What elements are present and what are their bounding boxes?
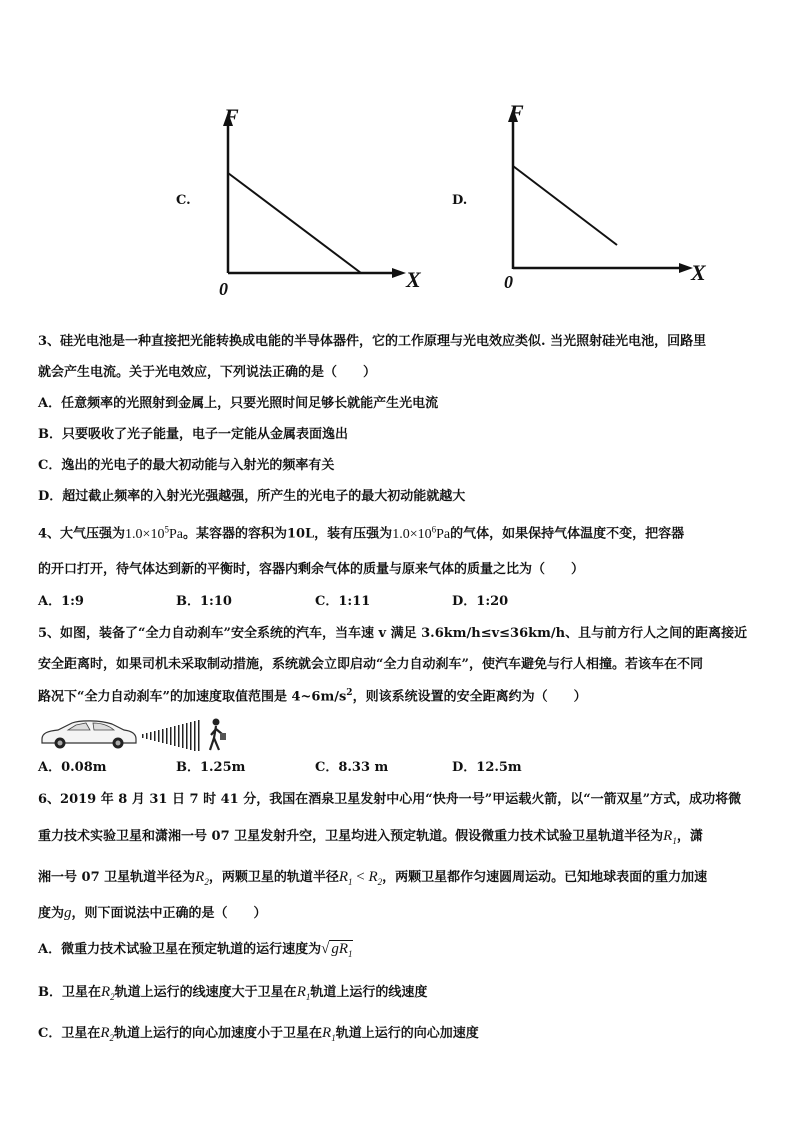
q3-line1: 3、硅光电池是一种直接把光能转换成电能的半导体器件，它的工作原理与光电效应类似. 当光照射硅光电池，回路里 <box>38 334 707 349</box>
pedestrian-icon <box>210 719 226 751</box>
q5-line3-b: ，则该系统设置的安全距离约为（ ） <box>352 689 587 705</box>
q6-option-a <box>38 942 353 959</box>
graph-c-x-label: X <box>406 267 421 292</box>
q6-l2-b: ，潇 <box>676 829 703 844</box>
q6-r1-sym: R <box>663 828 673 844</box>
q6-c-r1-sub: 1 <box>331 1033 336 1043</box>
q3-option-a: A．任意频率的光照射到金属上，只要光照时间足够长就能产生光电流 <box>38 396 439 411</box>
q5-line1: 5、如图，装备了“全力自动刹车”安全系统的汽车，当车速 v 满足 3.6km/h≤v≤36km/h、且与前方行人之间的距离接近 <box>38 626 748 641</box>
sensor-waves-icon <box>142 720 200 751</box>
q6-g: g <box>64 905 72 921</box>
q6-sqrt-g: g <box>331 941 339 957</box>
q6-c-r1-sym: R <box>322 1025 332 1041</box>
q4-p2-exp: 6 <box>431 524 437 534</box>
q6-sqrt-r-sub: 1 <box>348 949 353 959</box>
q6-b-c: 轨道上运行的线速度 <box>310 985 428 1000</box>
q4-option-b: B．1:10 <box>176 594 232 609</box>
q6-c-r2-sym: R <box>100 1025 110 1041</box>
q3-option-c: C．逸出的光电子的最大初动能与入射光的频率有关 <box>38 458 335 473</box>
q5-line2: 安全距离时，如果司机未采取制动措施，系统就会立即启动“全力自动刹车”，使汽车避免与行人相撞。若该车在不同 <box>38 657 703 672</box>
q6-r1 <box>663 828 677 844</box>
q6-cmp-lt: < <box>356 869 365 885</box>
q6-r1-sub: 1 <box>672 836 677 846</box>
q6-line1: 6、2019 年 8 月 31 日 7 时 41 分，我国在酒泉卫星发射中心用“快舟一号”甲运载火箭，以“一箭双星”方式，成功将微 <box>38 792 742 807</box>
q4-text-a: 4、大气压强为 <box>38 526 126 542</box>
q6-option-a-text: A．微重力技术试验卫星在预定轨道的运行速度为 <box>38 942 322 957</box>
q5-line3 <box>38 689 587 703</box>
q6-b-b: 轨道上运行的线速度大于卫星在 <box>114 985 297 1000</box>
q6-option-c <box>38 1026 479 1043</box>
q6-cmp-r1-sub: 1 <box>348 877 353 887</box>
q4-text-b: 。某容器的容积为10L，装有压强为 <box>182 526 393 542</box>
graph-d-svg <box>495 96 725 296</box>
q4-p2-base: 1.0×10 <box>392 526 432 542</box>
graph-d-y-label: F <box>509 100 524 125</box>
q5-option-b: B．1.25m <box>176 760 246 775</box>
q5-option-c: C．8.33 m <box>315 760 389 775</box>
q4-option-d: D．1:20 <box>452 594 509 609</box>
q3-option-d: D．超过截止频率的入射光光强越强，所产生的光电子的最大初动能就越大 <box>38 489 466 504</box>
q5-option-a: A．0.08m <box>38 760 107 775</box>
q6-l3-b: ，两颗卫星的轨道半径 <box>208 870 339 885</box>
q6-l4-b: ，则下面说法中正确的是（ ） <box>71 906 267 921</box>
q6-r2-sym: R <box>195 869 205 885</box>
q6-cmp-r2-sub: 2 <box>377 877 383 887</box>
q6-line2 <box>38 829 703 846</box>
q6-r2 <box>195 869 209 885</box>
q3-option-b: B．只要吸收了光子能量，电子一定能从金属表面逸出 <box>38 427 348 442</box>
q6-l2-a: 重力技术实验卫星和潇湘一号 07 卫星发射升空，卫星均进入预定轨道。假设微重力技术试验卫星轨道半径为 <box>38 829 664 844</box>
q6-b-r2 <box>101 984 115 1000</box>
graph-c <box>210 100 430 300</box>
graph-d-x-label: X <box>691 260 706 285</box>
q6-option-b <box>38 985 427 1002</box>
graph-d-origin: 0 <box>504 272 513 292</box>
option-d-label: D. <box>452 193 468 208</box>
q4-option-c: C．1:11 <box>315 594 371 609</box>
q6-line4 <box>38 906 267 921</box>
q4-line2: 的开口打开，待气体达到新的平衡时，容器内剩余气体的质量与原来气体的质量之比为（ ） <box>38 562 585 577</box>
q5-line3-sup: 2 <box>346 688 353 698</box>
graph-d <box>495 96 725 296</box>
q6-c-r1 <box>322 1025 336 1041</box>
q4-option-a: A．1:9 <box>38 594 84 609</box>
q4-p1-base: 1.0×10 <box>125 526 165 542</box>
graph-c-svg <box>210 100 430 300</box>
graph-c-origin: 0 <box>219 279 228 299</box>
q6-sqrt-r: R <box>338 941 348 957</box>
q4-line1 <box>38 525 684 542</box>
car-icon <box>42 721 136 749</box>
graph-d-line <box>513 166 617 245</box>
q6-b-r1-sym: R <box>296 984 306 1000</box>
q5-line3-a: 路况下“全力自动刹车”的加速度取值范围是 4~6m/s <box>38 689 347 705</box>
q6-b-r2-sym: R <box>101 984 111 1000</box>
q4-pressure1 <box>125 524 183 542</box>
q6-b-r1 <box>297 984 311 1000</box>
q6-cmp-r1-sym: R <box>338 869 349 885</box>
q5-option-d: D．12.5m <box>452 760 522 775</box>
graph-c-x-arrow <box>392 268 406 278</box>
q6-r1-lt-r2 <box>339 869 382 885</box>
q6-c-b: 轨道上运行的向心加速度小于卫星在 <box>114 1026 323 1041</box>
q4-p1-exp: 5 <box>164 524 169 534</box>
q4-p1-unit: Pa <box>168 526 183 542</box>
q6-c-c: 轨道上运行的向心加速度 <box>335 1026 479 1041</box>
q3-line2: 就会产生电流。关于光电效应，下列说法正确的是（ ） <box>38 365 377 380</box>
q4-pressure2 <box>392 524 451 542</box>
graph-c-line <box>228 173 361 273</box>
q6-cmp-r2-sym: R <box>368 869 378 885</box>
q6-sqrt-gr1: √ $gR_1$ <box>321 941 353 959</box>
car-pedestrian-figure <box>38 717 238 751</box>
option-c-label: C. <box>176 193 191 208</box>
q6-l3-c: ，两颗卫星都作匀速圆周运动。已知地球表面的重力加速 <box>382 870 708 885</box>
graph-c-y-label: F <box>224 104 239 129</box>
q6-line3 <box>38 870 707 887</box>
q6-c-a: C．卫星在 <box>38 1026 101 1041</box>
q6-c-r2 <box>100 1025 114 1041</box>
q4-text-c: 的气体，如果保持气体温度不变，把容器 <box>450 526 685 542</box>
q6-b-a: B．卫星在 <box>38 985 101 1000</box>
q6-l3-a: 湘一号 07 卫星轨道半径为 <box>38 870 196 885</box>
q4-p2-unit: Pa <box>436 526 451 542</box>
q6-b-r1-sub: 1 <box>305 992 311 1002</box>
q6-l4-a: 度为 <box>38 906 65 921</box>
q6-r2-sub: 2 <box>204 877 209 887</box>
q6-c-r2-sub: 2 <box>109 1033 115 1043</box>
car-figure-svg <box>38 717 238 751</box>
q6-b-r2-sub: 2 <box>110 992 115 1002</box>
